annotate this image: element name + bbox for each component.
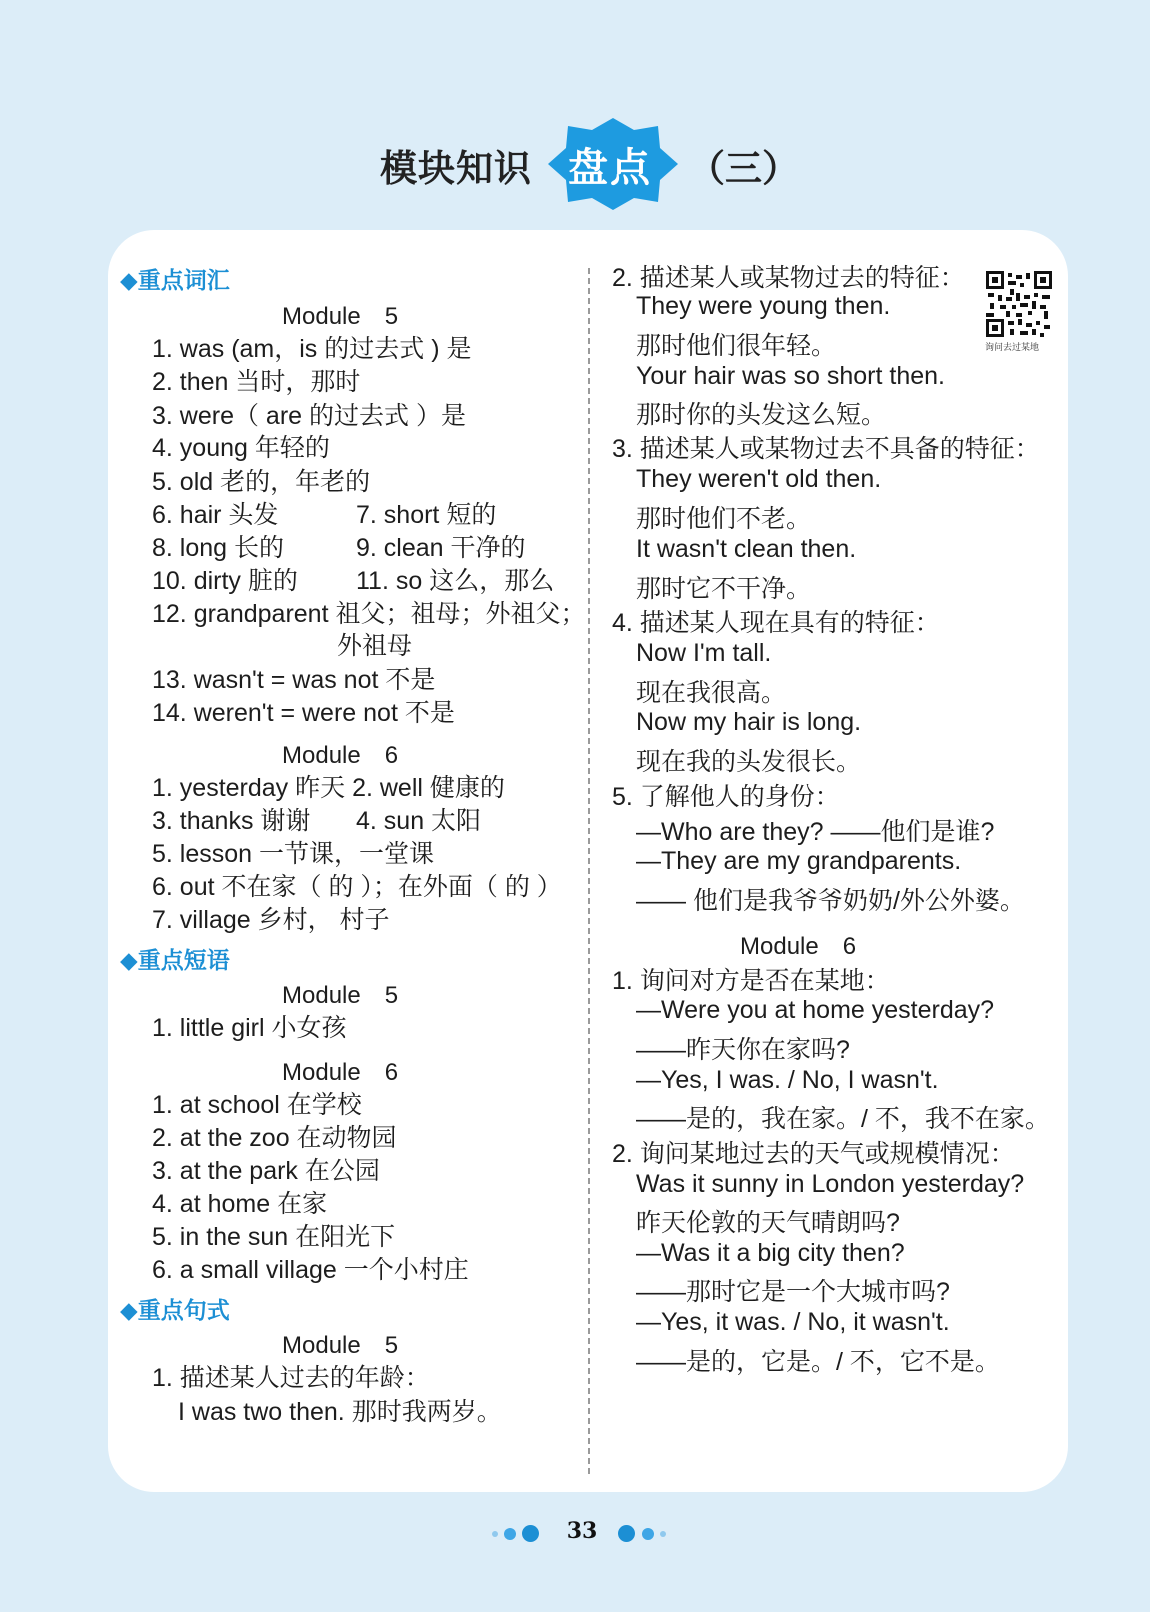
column-divider (588, 268, 590, 1474)
section-heading: ◆重点词汇 (120, 268, 230, 294)
list-item: 4. 描述某人现在具有的特征： (612, 609, 940, 637)
list-item: 1. yesterday 昨天 2. well 健康的 (152, 774, 505, 802)
example-line: 昨天伦敦的天气晴朗吗? (636, 1209, 900, 1237)
list-item: 10. dirty 脏的 (152, 567, 298, 595)
list-item: 5. 了解他人的身份： (612, 783, 840, 811)
list-item-continuation: 外祖母 (337, 632, 413, 660)
example-line: They were young then. (636, 292, 891, 320)
example-line: ——是的，它是。/ 不，它不是。 (636, 1348, 1000, 1376)
list-item: 13. wasn't = was not 不是 (152, 666, 436, 694)
example-line: —Were you at home yesterday? (636, 996, 995, 1024)
example-line: —Yes, it was. / No, it wasn't. (636, 1308, 950, 1336)
example-line: It wasn't clean then. (636, 535, 857, 563)
example-line: —Yes, I was. / No, I wasn't. (636, 1066, 939, 1094)
footer-dot-icon (618, 1525, 635, 1542)
footer-dot-icon (492, 1531, 498, 1537)
list-item: 4. young 年轻的 (152, 434, 330, 462)
list-item: 3. 描述某人或某物过去不具备的特征： (612, 435, 1040, 463)
example-line: 那时你的头发这么短。 (636, 401, 887, 429)
module-label: Module 6 (282, 1059, 399, 1086)
example-line: ——昨天你在家吗? (636, 1036, 850, 1064)
list-item: 2. 描述某人或某物过去的特征： (612, 264, 965, 292)
footer-dot-icon (660, 1531, 666, 1537)
module-label: Module 6 (740, 933, 857, 960)
list-item: 6. hair 头发 (152, 501, 279, 529)
example-line: 现在我的头发很长。 (636, 748, 862, 776)
list-item: 2. then 当时，那时 (152, 368, 361, 396)
example-line: —Who are they? ——他们是谁? (636, 818, 995, 846)
list-item: 9. clean 干净的 (356, 534, 526, 562)
example-line: Was it sunny in London yesterday? (636, 1170, 1025, 1198)
list-item: 2. at the zoo 在动物园 (152, 1124, 397, 1152)
footer-dot-icon (504, 1528, 516, 1540)
title-text: 模块知识 (380, 147, 532, 190)
title-suffix: （三） (688, 147, 799, 190)
section-heading: ◆重点句式 (120, 1298, 230, 1324)
example-line: 那时它不干净。 (636, 575, 812, 603)
page-header (0, 118, 1150, 208)
list-item: 3. were（ are 的过去式 ）是 (152, 402, 466, 430)
qr-caption: 询问去过某地 (985, 343, 1040, 353)
module-label: Module 5 (282, 1332, 399, 1359)
module-label: Module 5 (282, 982, 399, 1009)
module-label: Module 6 (282, 742, 399, 769)
list-item: 2. 询问某地过去的天气或规模情况： (612, 1140, 1015, 1168)
page-number: 33 (566, 1518, 598, 1544)
example-line: —— 他们是我爷爷奶奶/外公外婆。 (636, 887, 1025, 915)
example-line: 现在我很高。 (636, 679, 787, 707)
list-item: 4. sun 太阳 (356, 807, 482, 835)
example-line: ——是的，我在家。/ 不，我不在家。 (636, 1105, 1050, 1133)
page-footer (0, 1514, 1150, 1554)
list-item: 3. thanks 谢谢 (152, 807, 311, 835)
module-label: Module 5 (282, 303, 399, 330)
example-line: 那时他们很年轻。 (636, 332, 837, 360)
footer-dot-icon (642, 1528, 654, 1540)
list-item: 3. at the park 在公园 (152, 1157, 380, 1185)
list-item: 5. lesson 一节课，一堂课 (152, 840, 435, 868)
section-heading: ◆重点短语 (120, 948, 230, 974)
example-line: —They are my grandparents. (636, 847, 962, 875)
list-item: 1. 描述某人过去的年龄： (152, 1364, 430, 1392)
example-line: ——那时它是一个大城市吗? (636, 1278, 950, 1306)
example-line: —Was it a big city then? (636, 1239, 905, 1267)
list-item: 7. short 短的 (356, 501, 497, 529)
example-line: 那时他们不老。 (636, 505, 812, 533)
list-item: 6. out 不在家（ 的 ）；在外面（ 的 ） (152, 873, 562, 901)
title-badge-text: 盘点 (568, 145, 652, 191)
list-item: 1. little girl 小女孩 (152, 1014, 347, 1042)
list-item: 7. village 乡村， 村子 (152, 906, 390, 934)
list-item: 1. at school 在学校 (152, 1091, 362, 1119)
list-item: 6. a small village 一个小村庄 (152, 1256, 469, 1284)
qr-code-icon (986, 271, 1052, 337)
list-item: 14. weren't = were not 不是 (152, 699, 455, 727)
list-item: 11. so 这么，那么 (356, 567, 555, 595)
list-item: 12. grandparent 祖父；祖母；外祖父； (152, 600, 586, 628)
example-line: They weren't old then. (636, 465, 882, 493)
list-item: 4. at home 在家 (152, 1190, 328, 1218)
list-item: 8. long 长的 (152, 534, 285, 562)
list-item: 1. was (am，is 的过去式 ) 是 (152, 335, 472, 363)
example-line: Your hair was so short then. (636, 362, 945, 390)
footer-dot-icon (522, 1525, 539, 1542)
list-item: 1. 询问对方是否在某地： (612, 967, 890, 995)
list-item: 5. in the sun 在阳光下 (152, 1223, 396, 1251)
example-line: Now I'm tall. (636, 639, 772, 667)
example-line: I was two then. 那时我两岁。 (178, 1398, 502, 1426)
example-line: Now my hair is long. (636, 708, 862, 736)
list-item: 5. old 老的，年老的 (152, 468, 371, 496)
